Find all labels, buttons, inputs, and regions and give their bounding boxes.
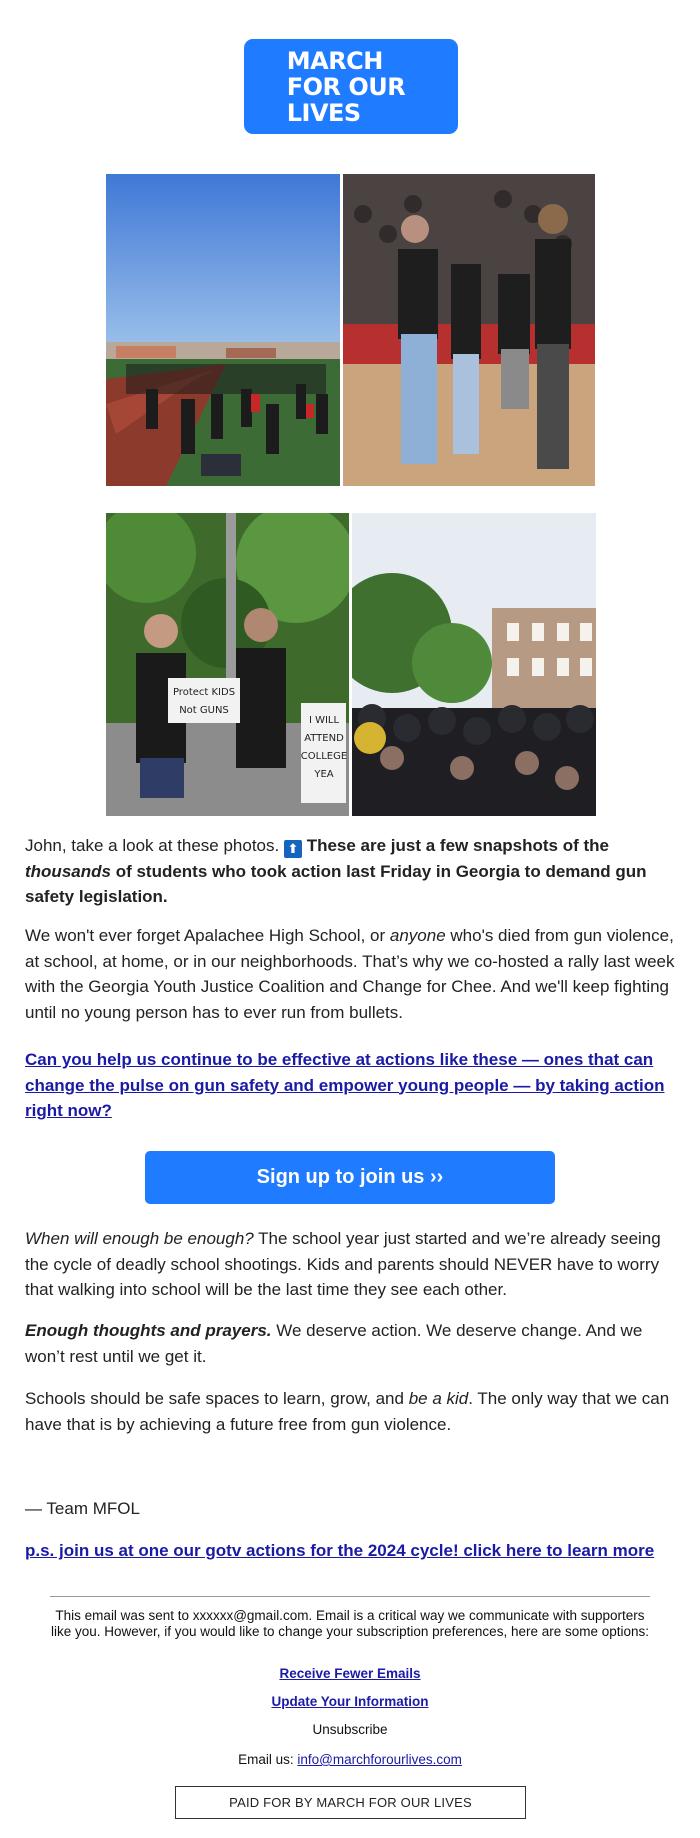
update-info-row [50, 1694, 650, 1710]
enough-italic: When will enough be enough? [25, 1229, 254, 1248]
intro-bold-2: of students who took action last Friday in Georgia to demand gun safety legislation. [25, 861, 647, 906]
paid-for-text: PAID FOR BY MARCH FOR OUR LIVES [229, 1795, 472, 1810]
cta-link-block [25, 1047, 680, 1124]
thoughts-bold-italic: Enough thoughts and prayers. [25, 1321, 272, 1340]
receive-fewer-emails-link[interactable]: Receive Fewer Emails [279, 1666, 421, 1681]
intro-bold-1: These are just a few snapshots of the [306, 836, 610, 855]
footer-divider [50, 1596, 650, 1597]
photo-students-holding-signs [106, 513, 349, 816]
fewer-emails-row [50, 1666, 650, 1682]
intro-paragraph [25, 833, 680, 910]
signature [25, 1496, 680, 1522]
sign-up-button[interactable]: Sign up to join us ›› [145, 1151, 555, 1204]
intro-lead: John, take a look at these photos. [25, 836, 280, 855]
photo-students-track-field [106, 174, 340, 486]
thoughts-paragraph [25, 1318, 680, 1369]
photo-students-gymnasium [343, 174, 595, 486]
email-us-row [50, 1752, 650, 1768]
svg-text:Protect KIDS: Protect KIDS [172, 687, 236, 698]
footer-notice: This email was sent to xxxxxx@gmail.com. Email is a critical way we communicate with supporters like you. However, if you would like to change your subscription preferences, here are some options: [50, 1608, 650, 1639]
photo-crowd-outside-school [352, 513, 596, 816]
unsubscribe-link[interactable]: Unsubscribe [312, 1722, 388, 1737]
up-arrow-icon: ⬆ [284, 840, 302, 858]
schools-part2: . The only way that we can have that is by achieving a future free from gun violence. [25, 1389, 670, 1434]
forget-paragraph [25, 923, 680, 1025]
schools-paragraph [25, 1386, 680, 1437]
thoughts-rest: We deserve action. We deserve change. And we won’t rest until we get it. [25, 1321, 643, 1366]
enough-paragraph [25, 1226, 680, 1303]
enough-rest: The school year just started and we’re already seeing the cycle of deadly school shootings. Kids and parents should NEVER have to worry that walking into school will be the last time they see each other. [25, 1229, 661, 1299]
mfol-logo[interactable] [244, 39, 458, 134]
schools-italic: be a kid [408, 1389, 469, 1408]
forget-part2: who's died from gun violence, at school, at home, or in our neighborhoods. That’s why we co-hosted a rally last week with the Georgia Youth Justice Coalition and Change for Chee. And we'll keep fighting until no young person has to ever run from bullets. [25, 926, 675, 1022]
logo-text: MARCH FOR OUR LIVES [286, 46, 406, 127]
paid-for-disclaimer [175, 1786, 526, 1819]
signature-text: — Team MFOL [25, 1499, 140, 1518]
email-us-label: Email us: [238, 1752, 294, 1767]
svg-text:COLLEGE: COLLEGE [300, 751, 348, 762]
ps-gotv-link[interactable]: p.s. join us at one our gotv actions for the 2024 cycle! click here to learn more [25, 1541, 655, 1560]
intro-bold-italic: thousands [25, 861, 111, 881]
update-information-link[interactable]: Update Your Information [271, 1694, 429, 1709]
svg-text:I WILL: I WILL [308, 715, 340, 726]
svg-text:Not GUNS: Not GUNS [179, 705, 229, 716]
ps-link-block [25, 1538, 680, 1564]
cta-help-link[interactable]: Can you help us continue to be effective at actions like these — ones that can change the pulse on gun safety and empower young people — by taking action right now? [25, 1050, 665, 1120]
svg-text:ATTEND: ATTEND [304, 733, 344, 744]
schools-part1: Schools should be safe spaces to learn, grow, and [25, 1389, 404, 1408]
forget-italic: anyone [389, 926, 446, 945]
email-address-link[interactable]: info@marchforourlives.com [297, 1752, 462, 1767]
forget-part1: We won't ever forget Apalachee High School, or [25, 926, 386, 945]
unsubscribe-row [50, 1722, 650, 1738]
svg-text:YEA: YEA [314, 769, 334, 780]
